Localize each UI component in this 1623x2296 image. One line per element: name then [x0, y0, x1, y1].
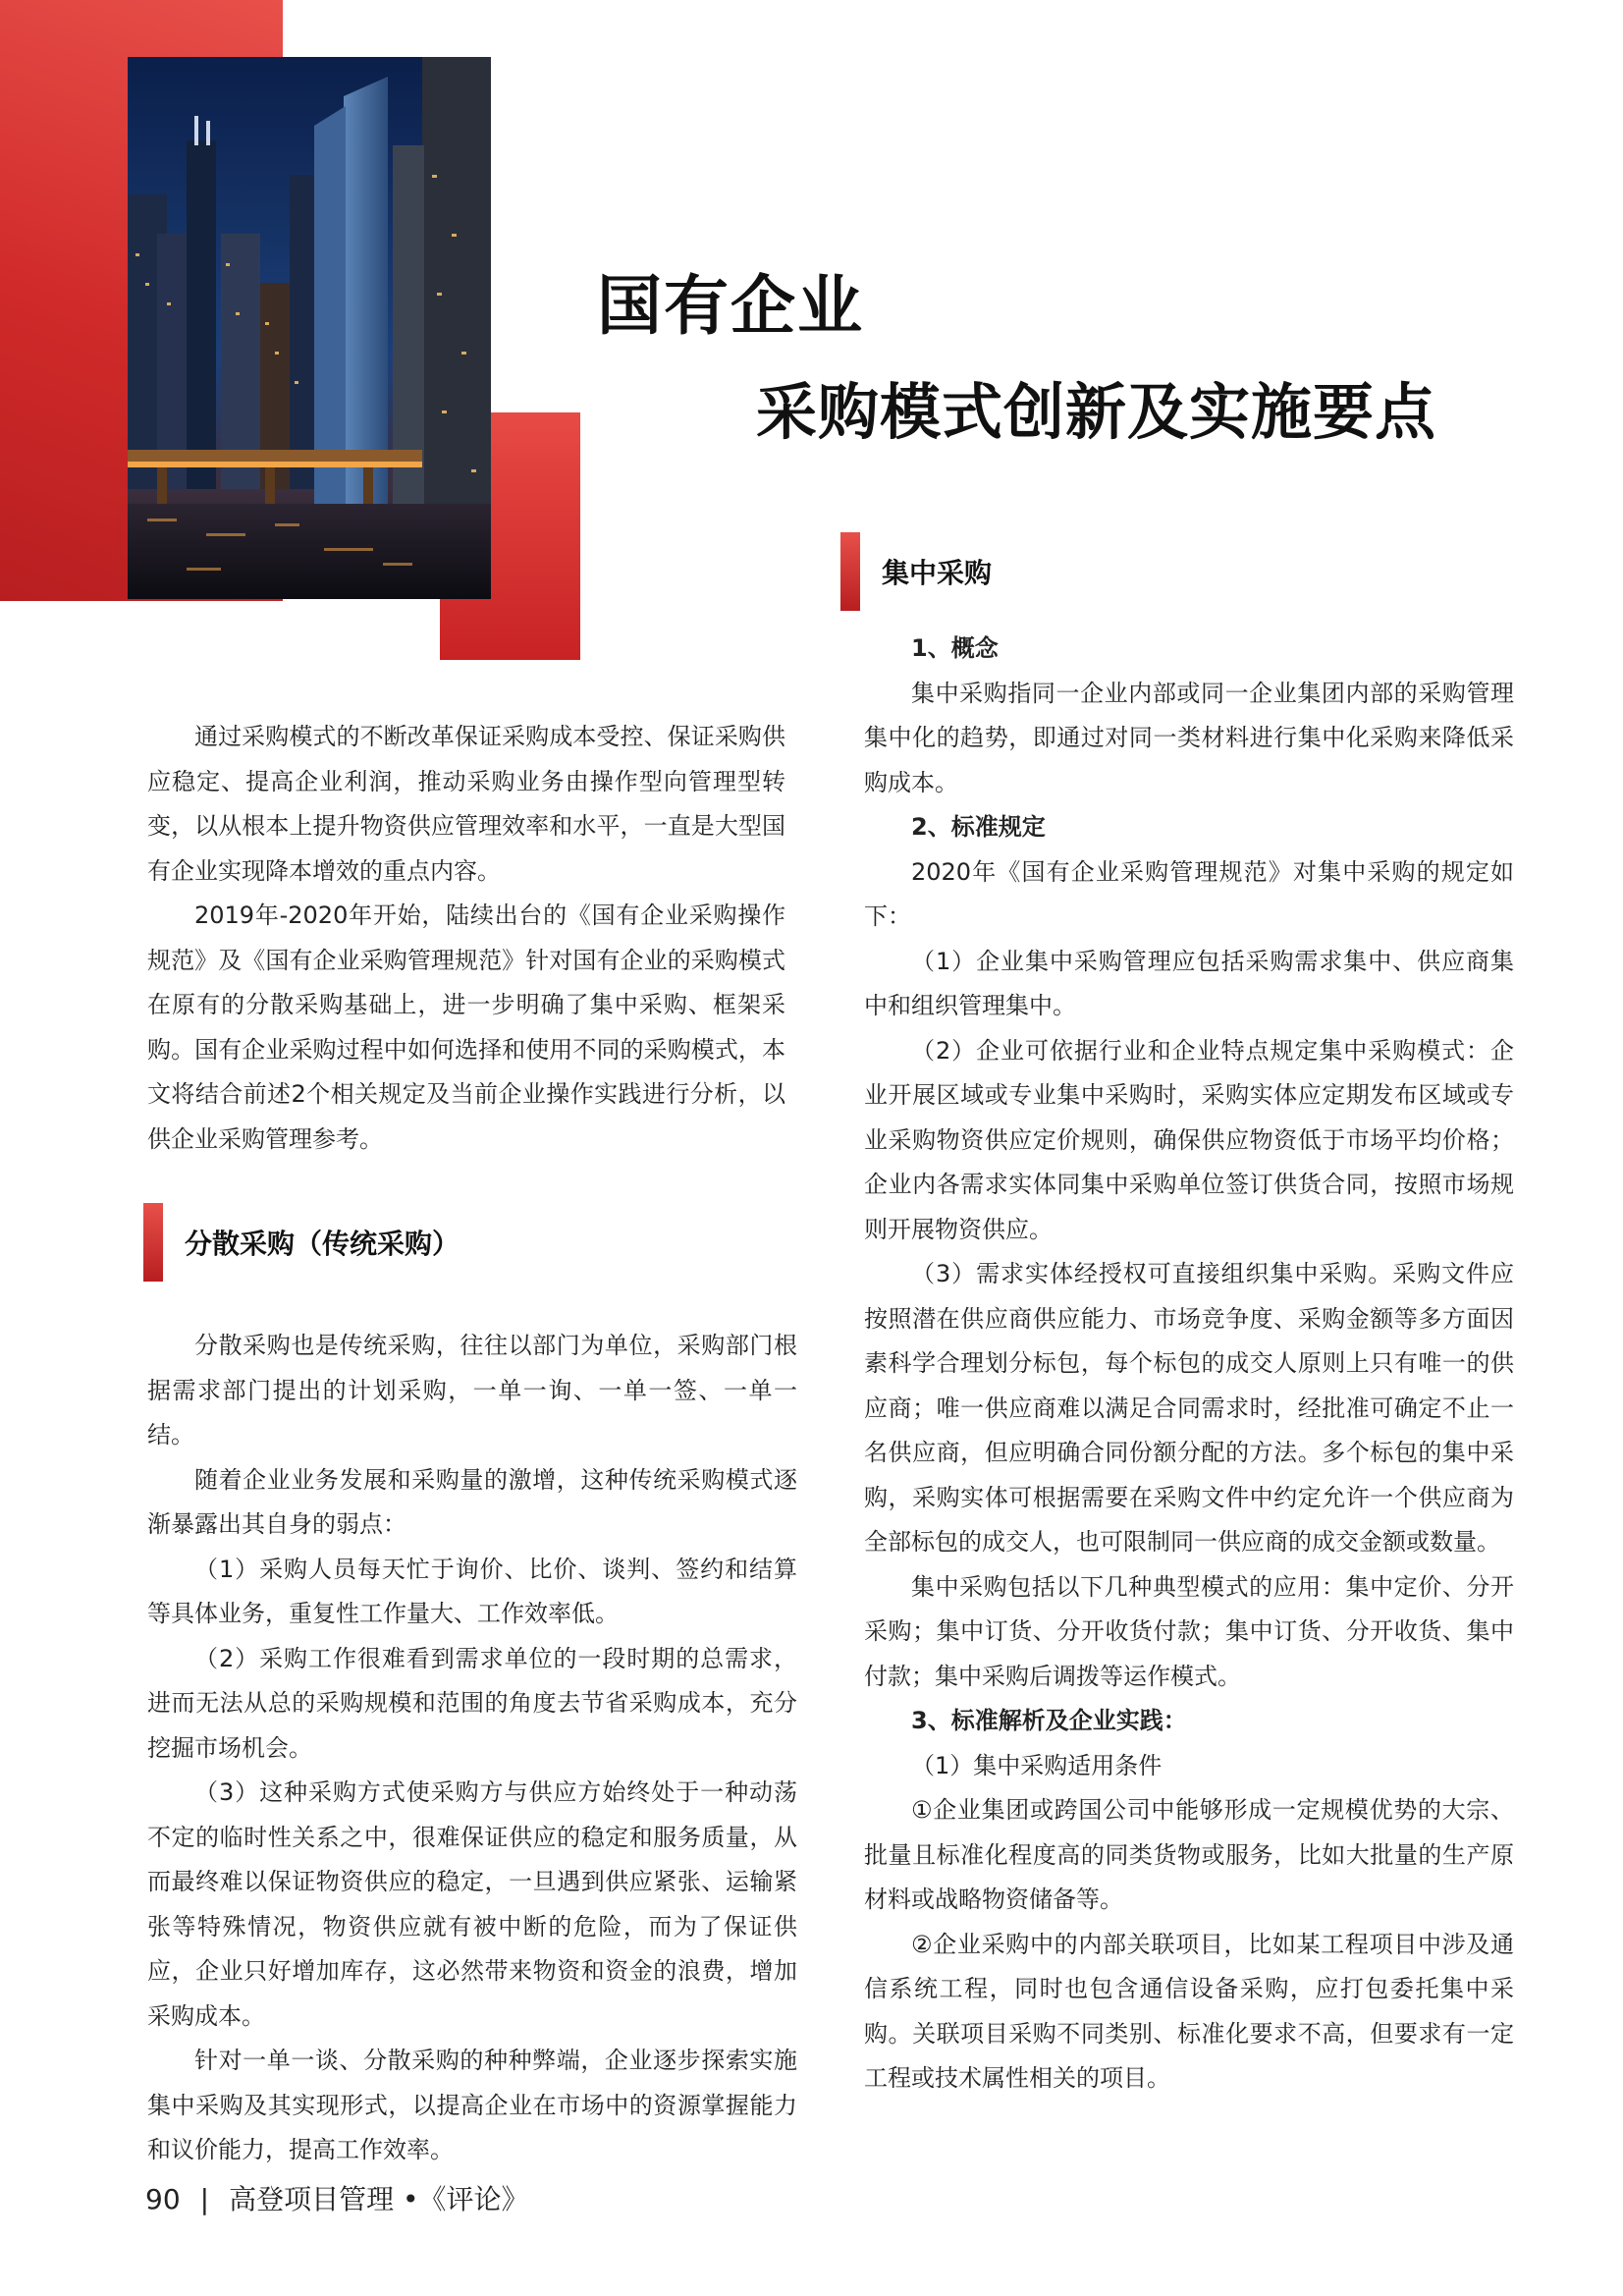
subheading-practice: 3、标准解析及企业实践：	[911, 1707, 1187, 1734]
body-paragraph: ②企业采购中的内部关联项目，比如某工程项目中涉及通信系统工程，同时也包含通信设备采购，应打包委托集中采购。关联项目采购不同类别、标准化要求不高，但要求有一定工程或技术属性相关的项目。	[864, 1930, 1514, 2092]
intro-text	[147, 715, 785, 1162]
body-paragraph: ①企业集团或跨国公司中能够形成一定规模优势的大宗、批量且标准化程度高的同类货物或服务，比如大批量的生产原材料或战略物资储备等。	[864, 1796, 1514, 1913]
page-title-line2: 采购模式创新及实施要点	[756, 376, 1437, 448]
subheading-concept: 1、概念	[911, 634, 999, 662]
intro-paragraph: 通过采购模式的不断改革保证采购成本受控、保证采购供应稳定、提高企业利润，推动采购业务由操作型向管理型转变，以从根本上提升物资供应管理效率和水平，一直是大型国有企业实现降本增效的重点内容。	[147, 723, 785, 885]
body-paragraph: 随着企业业务发展和采购量的激增，这种传统采购模式逐渐暴露出其自身的弱点：	[147, 1465, 797, 1538]
page-number: 90	[145, 2183, 181, 2215]
publication-name: 高登项目管理 •《评论》	[229, 2183, 529, 2215]
section-heading-central	[840, 532, 992, 611]
body-paragraph: （1）企业集中采购管理应包括采购需求集中、供应商集中和组织管理集中。	[864, 947, 1514, 1019]
page-footer	[145, 2178, 529, 2217]
body-paragraph: 2020年《国有企业采购管理规范》对集中采购的规定如下：	[864, 857, 1514, 930]
body-paragraph: 集中采购指同一企业内部或同一企业集团内部的采购管理集中化的趋势，即通过对同一类材料进行集中化采购来降低采购成本。	[864, 679, 1514, 796]
subheading-standard: 2、标准规定	[911, 813, 1046, 841]
body-paragraph: 分散采购也是传统采购，往往以部门为单位，采购部门根据需求部门提出的计划采购，一单一询、一单一签、一单一结。	[147, 1332, 797, 1449]
body-paragraph: （3）这种采购方式使采购方与供应方始终处于一种动荡不定的临时性关系之中，很难保证供应的稳定和服务质量，从而最终难以保证物资供应的稳定，一旦遇到供应紧张、运输紧张等特殊情况，物资供应就有被中断的危险，而为了保证供应，企业只好增加库存，这必然带来物资和资金的浪费，增加采购成本。	[147, 1778, 797, 2030]
intro-paragraph: 2019年-2020年开始，陆续出台的《国有企业采购操作规范》及《国有企业采购管理规范》针对国有企业的采购模式在原有的分散采购基础上，进一步明确了集中采购、框架采购。国有企业采购过程中如何选择和使用不同的采购模式，本文将结合前述2个相关规定及当前企业操作实践进行分析，以供企业采购管理参考。	[147, 902, 785, 1153]
section-accent-bar	[143, 1203, 163, 1282]
body-paragraph: 针对一单一谈、分散采购的种种弊端，企业逐步探索实施集中采购及其实现形式，以提高企业在市场中的资源掌握能力和议价能力，提高工作效率。	[147, 2047, 797, 2163]
body-paragraph: （2）企业可依据行业和企业特点规定集中采购模式：企业开展区域或专业集中采购时，采购实体应定期发布区域或专业采购物资供应定价规则，确保供应物资低于市场平均价格；企业内各需求实体同集中采购单位签订供货合同，按照市场规则开展物资供应。	[864, 1036, 1514, 1243]
city-skyline-photo	[128, 57, 491, 599]
body-paragraph: 集中采购包括以下几种典型模式的应用：集中定价、分开采购；集中订货、分开收货付款；集中订货、分开收货、集中付款；集中采购后调拨等运作模式。	[864, 1572, 1514, 1690]
body-paragraph: （3）需求实体经授权可直接组织集中采购。采购文件应按照潜在供应商供应能力、市场竞争度、采购金额等多方面因素科学合理划分标包，每个标包的成交人原则上只有唯一的供应商；唯一供应商难以满足合同需求时，经批准可确定不止一名供应商，但应明确合同份额分配的方法。多个标包的集中采购，采购实体可根据需要在采购文件中约定允许一个供应商为全部标包的成交人，也可限制同一供应商的成交金额或数量。	[864, 1260, 1514, 1556]
body-paragraph: （1）集中采购适用条件	[911, 1751, 1163, 1779]
section-heading-label: 集中采购	[882, 557, 993, 589]
section-accent-bar	[840, 532, 860, 611]
dispersed-section-text	[147, 1324, 797, 2173]
section-heading-label: 分散采购（传统采购）	[185, 1228, 460, 1260]
body-paragraph: （2）采购工作很难看到需求单位的一段时期的总需求，进而无法从总的采购规模和范围的角度去节省采购成本，充分挖掘市场机会。	[147, 1644, 797, 1762]
section-heading-dispersed	[143, 1203, 460, 1282]
body-paragraph: （1）采购人员每天忙于询价、比价、谈判、签约和结算等具体业务，重复性工作量大、工作效率低。	[147, 1555, 797, 1627]
central-section-text	[864, 627, 1514, 2102]
footer-separator: |	[199, 2183, 210, 2215]
page-title-line1: 国有企业	[597, 268, 864, 344]
